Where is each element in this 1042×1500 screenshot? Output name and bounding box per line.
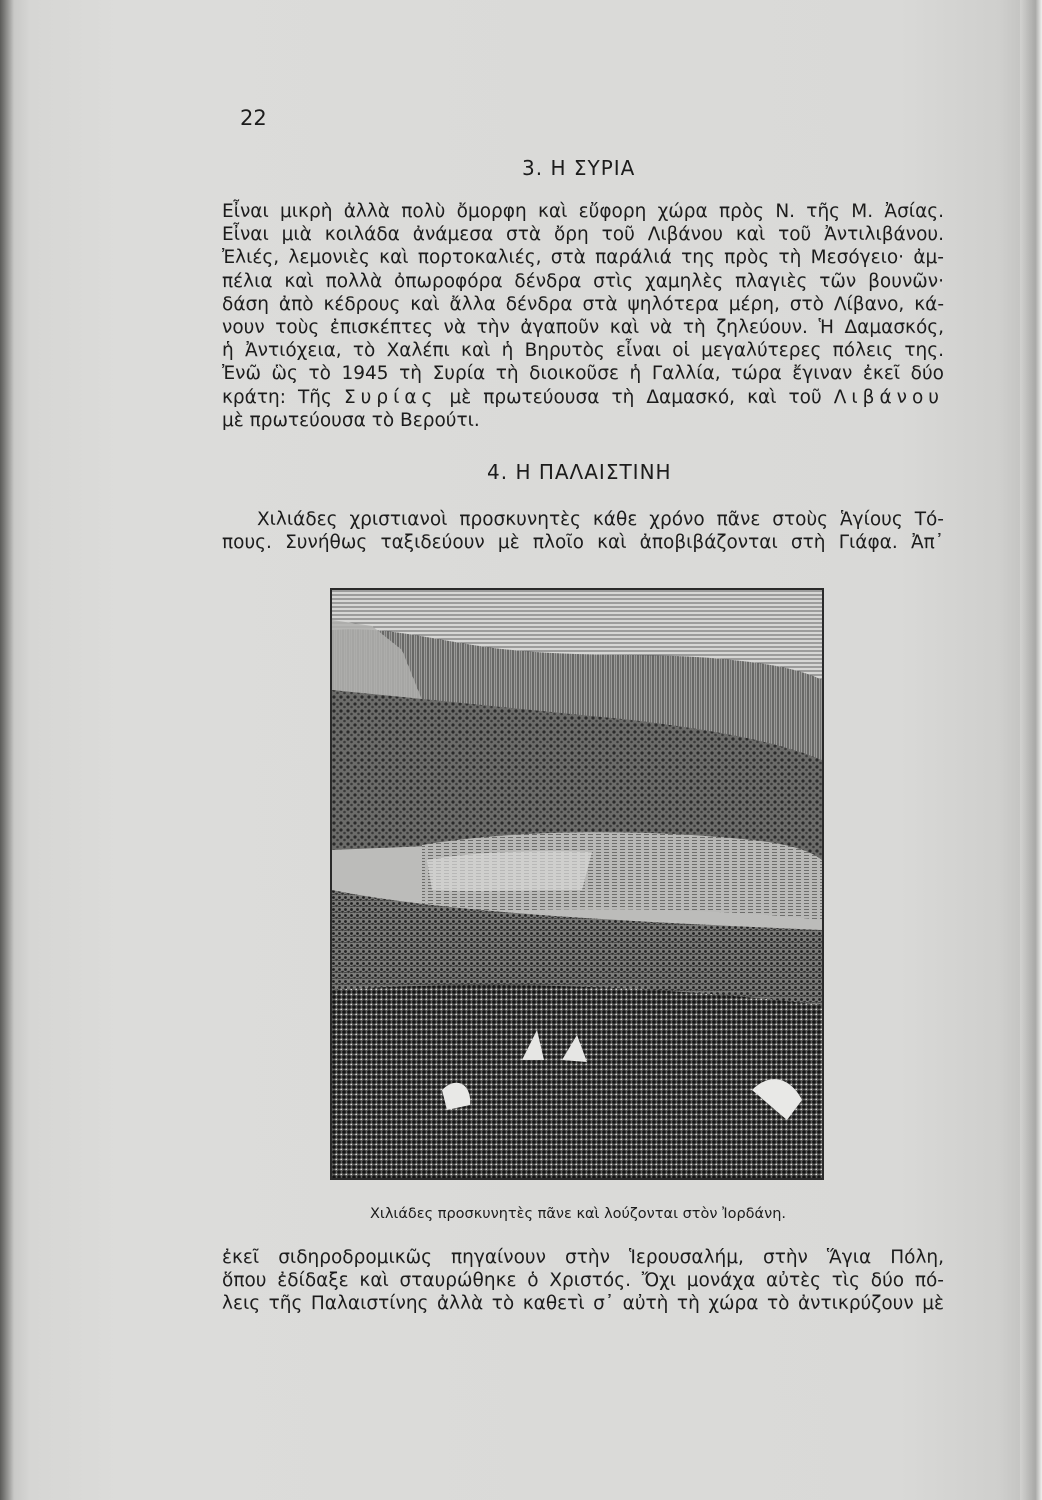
book-spine-shadow — [0, 0, 14, 1500]
text-line: λεις τῆς Παλαιστίνης ἀλλὰ τὸ καθετὶ σ᾽ αὐτὴ τὴ χώρα τὸ ἀντικρύζουν μὲ — [222, 1293, 944, 1315]
text-line: ἡ Ἀντιόχεια, τὸ Χαλέπι καὶ ἡ Βηρυτὸς εἶναι οἱ μεγαλύτερες πόλεις της. — [222, 340, 944, 362]
spaced-word-lebanon: Λιβάνου — [833, 386, 945, 408]
spaced-word-syria: Συρίας — [343, 386, 438, 408]
text-line: νουν τοὺς ἐπισκέπτες νὰ τὴν ἀγαποῦν καὶ νὰ τὴ ζηλεύουν. Ἡ Δαμασκός, — [222, 317, 944, 339]
text-line: πους. Συνήθως ταξιδεύουν μὲ πλοῖο καὶ ἀποβιβάζονται στὴ Γιάφα. Ἀπ᾽ — [222, 532, 944, 553]
text-line: Εἶναι μιὰ κοιλάδα ἀνάμεσα στὰ ὄρη τοῦ Λιβάνου καὶ τοῦ Ἀντιλιβάνου. — [222, 224, 944, 246]
text-line: Ἐνῶ ὣς τὸ 1945 τὴ Συρία τὴ διοικοῦσε ἡ Γαλλία, τώρα ἔγιναν ἐκεῖ δύο — [222, 363, 944, 385]
palestine-paragraph-top — [257, 508, 944, 531]
text-line: πέλια καὶ πολλὰ ὀπωροφόρα δένδρα στὶς χαμηλὲς πλαγιὲς τῶν βουνῶν· — [222, 270, 944, 292]
palestine-paragraph-top-2 — [222, 531, 944, 554]
text-line: Ἐλιές, λεμονιὲς καὶ πορτοκαλιές, στὰ παράλιά της πρὸς τὴ Μεσόγειο· ἀμ- — [222, 247, 944, 269]
jordan-river-engraving — [332, 590, 822, 1178]
page-edge — [1020, 0, 1042, 1500]
figure-caption: Χιλιάδες προσκυνητὲς πᾶνε καὶ λούζονται στὸν Ἰορδάνη. — [370, 1206, 786, 1222]
syria-paragraph — [222, 200, 944, 432]
section-heading-syria: 3. Η ΣΥΡΙΑ — [522, 156, 636, 180]
text-line: μὲ πρωτεύουσα τὸ Βερούτι. — [222, 409, 480, 431]
text-line: Εἶναι μικρὴ ἀλλὰ πολὺ ὄμορφη καὶ εὔφορη χώρα πρὸς Ν. τῆς Μ. Ἀσίας. — [222, 201, 944, 222]
text-line: Χιλιάδες χριστιανοὶ προσκυνητὲς κάθε χρόνο πᾶνε στοὺς Ἁγίους Τό- — [257, 509, 944, 530]
engraving-illustration — [330, 588, 824, 1180]
text-fragment: μὲ πρωτεύουσα τὴ Δαμασκό, καὶ τοῦ — [449, 386, 822, 408]
palestine-paragraph-bottom — [222, 1246, 944, 1316]
text-line: ἐκεῖ σιδηροδρομικῶς πηγαίνουν στὴν Ἱερουσαλήμ, στὴν Ἅγια Πόλη, — [222, 1247, 944, 1268]
page-number: 22 — [240, 106, 267, 130]
section-heading-palestine: 4. Η ΠΑΛΑΙΣΤΙΝΗ — [487, 460, 672, 484]
text-fragment: κράτη: Τῆς — [222, 386, 332, 408]
text-line — [222, 386, 944, 409]
text-line: ὅπου ἐδίδαξε καὶ σταυρώθηκε ὁ Χριστός. Ὄχι μονάχα αὐτὲς τὶς δύο πό- — [222, 1270, 944, 1292]
text-line: δάση ἀπὸ κέδρους καὶ ἄλλα δένδρα στὰ ψηλότερα μέρη, στὸ Λίβανο, κά- — [222, 293, 944, 315]
